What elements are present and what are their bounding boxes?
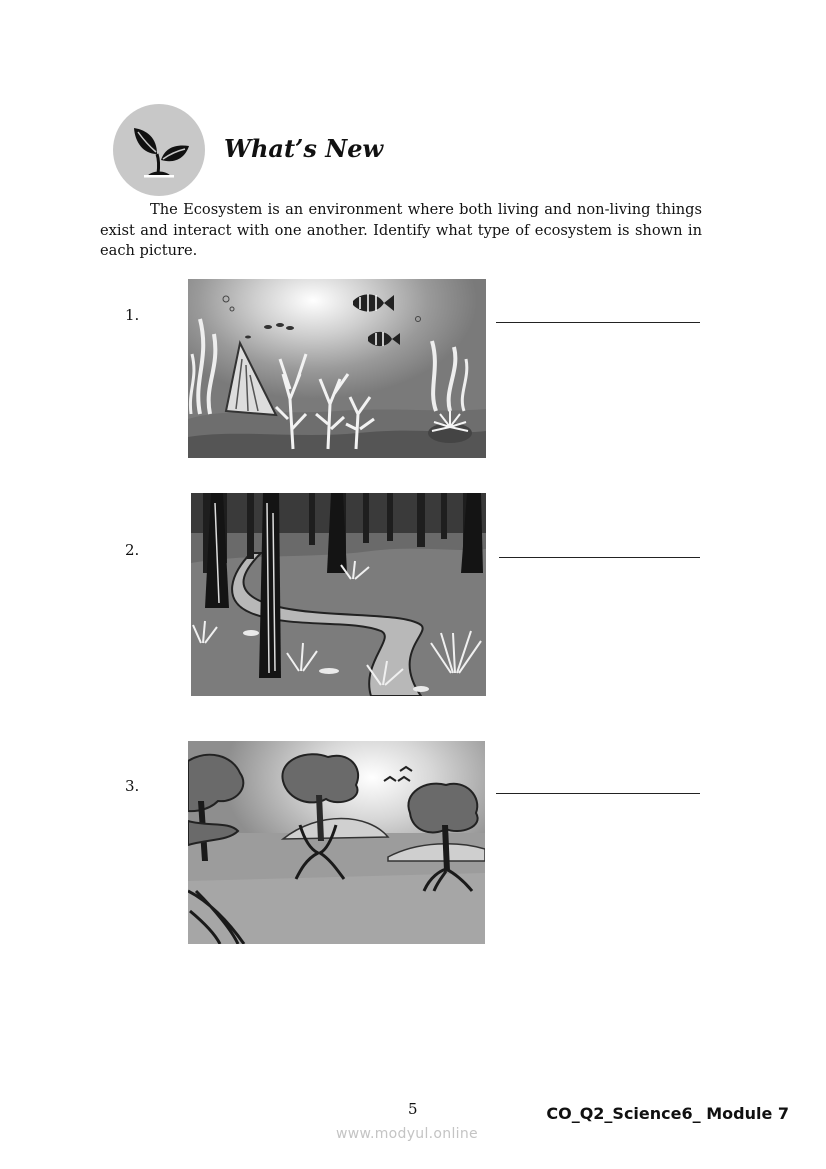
item-number-2: 2. xyxy=(125,541,140,559)
mangrove-picture xyxy=(188,741,485,944)
sprout-icon xyxy=(113,104,205,196)
answer-line-3[interactable] xyxy=(496,793,700,794)
instructions-paragraph: The Ecosystem is an environment where both living and non-living things exist and interact with one another. Identify what type of ecosystem is shown in each picture. xyxy=(100,201,702,259)
item-number-3: 3. xyxy=(125,777,140,795)
page-number: 5 xyxy=(408,1100,418,1118)
coral-reef-picture xyxy=(188,279,486,458)
forest-picture xyxy=(191,493,486,696)
module-code: CO_Q2_Science6_ Module 7 xyxy=(546,1104,789,1123)
answer-line-1[interactable] xyxy=(496,322,700,323)
item-number-1: 1. xyxy=(125,306,140,324)
section-title: What’s New xyxy=(224,134,384,163)
answer-line-2[interactable] xyxy=(499,557,700,558)
watermark-text: www.modyul.online xyxy=(336,1126,478,1142)
